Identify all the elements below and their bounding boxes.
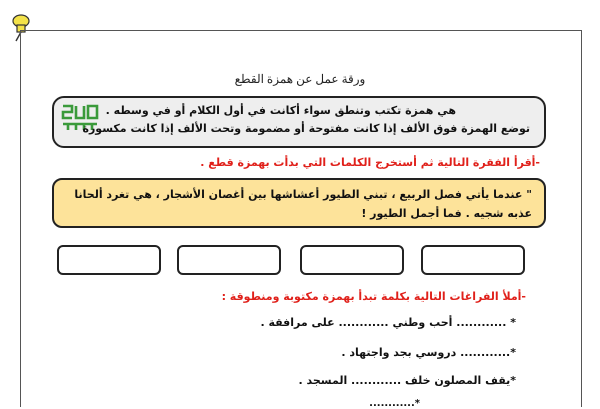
question-item: * ............ أحب وطني ............ على مرافقة . [260,316,516,329]
passage-box [52,178,546,228]
answer-slot[interactable] [300,245,404,275]
passage-line: عذبه شجيه . فما أجمل الطيور ! [361,207,532,220]
passage-line: " عندما يأتي فصل الربيع ، تبني الطيور أعشاشها بين أغصان الأشجار ، هي تغرد ألحانا [74,188,532,201]
definition-line: توضع الهمزة فوق الألف إذا كانت مفتوحة أو مضمومة وتحت الألف إذا كانت مكسورة [82,122,530,135]
fill-blanks-heading: -أملأ الفراغات التالية بكلمة تبدأ بهمزة مكتوبة ومنطوقة : [221,290,526,303]
question-item: *يقف المصلون خلف ............ المسجد . [298,374,516,387]
answer-slot[interactable] [177,245,281,275]
question-item: *............ [369,398,420,409]
answer-slot[interactable] [421,245,525,275]
definition-line: هي همزة تكتب وتنطق سواء أكانت في أول الكلام أو في وسطه . [105,104,456,117]
answer-slots [57,245,547,277]
definition-box [52,96,546,148]
answer-slot[interactable] [57,245,161,275]
worksheet-title: ورقة عمل عن همزة القطع [234,72,366,86]
instruction-heading: -أقرأ الفقرة التالية ثم أستخرج الكلمات التي بدأت بهمزة قطع . [200,156,540,169]
question-item: *............ دروسي بجد واجتهاد . [341,346,516,359]
